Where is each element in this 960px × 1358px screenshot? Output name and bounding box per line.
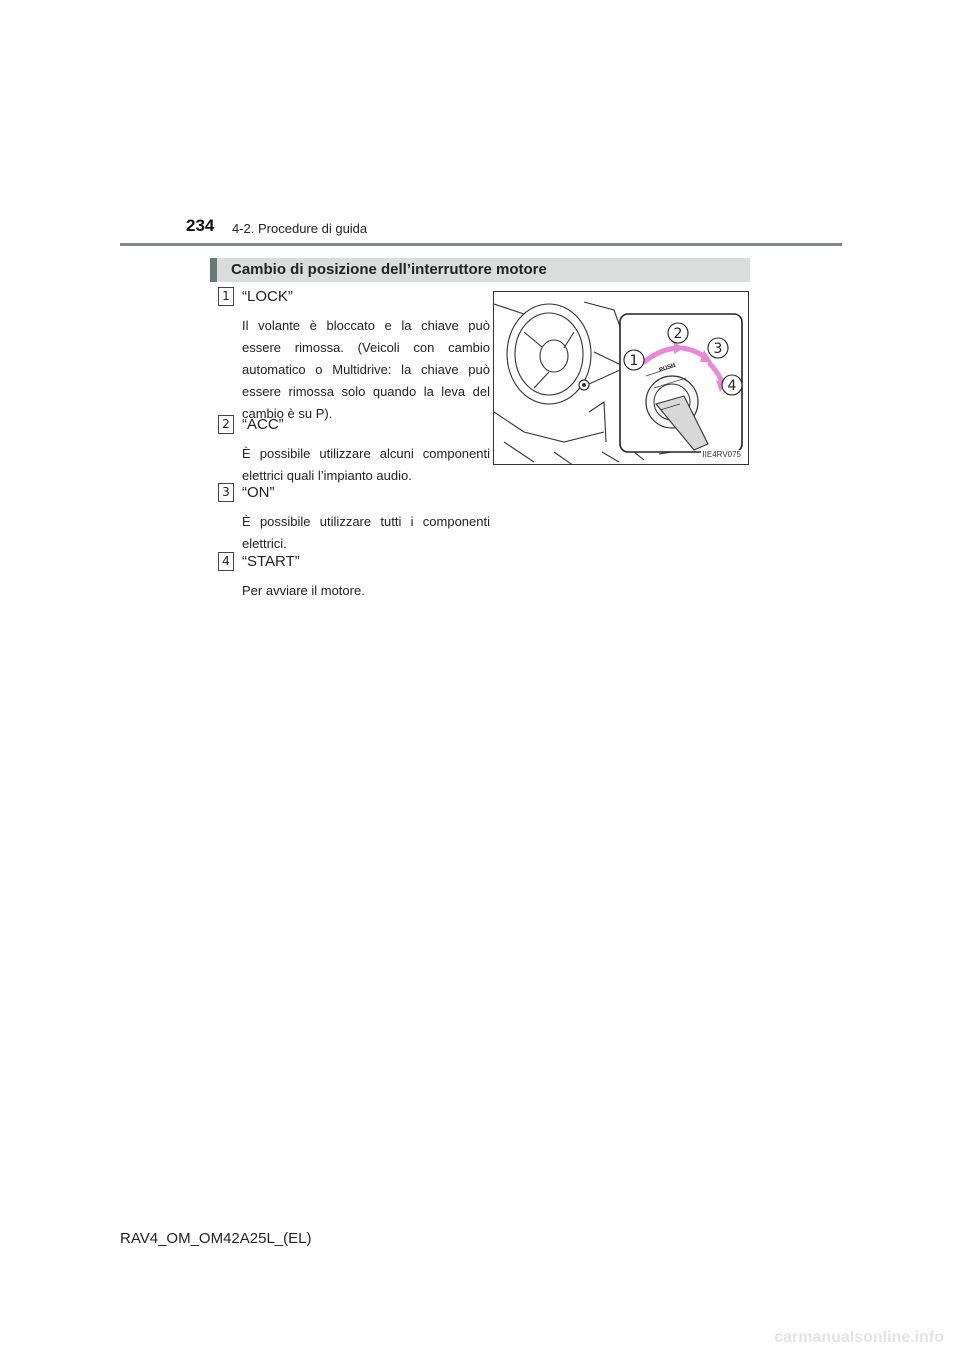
section-title-bar: [210, 258, 750, 282]
item-description: Per avviare il motore.: [242, 583, 365, 598]
item-number-badge: 4: [218, 552, 234, 571]
item-number-badge: 2: [218, 415, 234, 434]
item-label: “START”: [242, 553, 300, 570]
push-label: PUSH: [658, 362, 677, 374]
header-rule: [120, 243, 842, 246]
watermark-logo: [726, 1322, 946, 1350]
ignition-illustration: [493, 291, 749, 465]
callout-4-label: 4: [727, 378, 737, 394]
ignition-illustration-drawing: [494, 292, 749, 465]
page-number: 234: [186, 216, 215, 235]
item-label: “ACC”: [242, 416, 284, 433]
item-description: È possibile utilizzare alcuni componenti elettrici quali l’impianto audio.: [242, 446, 490, 483]
ignition-lock-small: [579, 370, 620, 390]
figure-code: IIE4RV075: [702, 450, 741, 459]
item-label: “LOCK”: [242, 288, 293, 305]
item-label: “ON”: [242, 484, 275, 501]
section-title: Cambio di posizione dell’interruttore motore: [231, 261, 547, 278]
item-description: Il volante è bloccato e la chiave può essere rimossa. (Veicoli con cambio automatico o Multidrive: la chiave può essere rimossa solo quando la leva del cambio è su P).: [242, 318, 490, 421]
callout-3-label: 3: [713, 341, 723, 357]
item-description: È possibile utilizzare tutti i componenti elettrici.: [242, 514, 490, 551]
callout-2-label: 2: [673, 326, 683, 342]
section-label: 4-2. Procedure di guida: [232, 221, 368, 236]
watermark-text: carmanualsonline.info: [774, 1329, 944, 1346]
item-number-badge: 3: [218, 483, 234, 502]
item-number-badge: 1: [218, 287, 234, 306]
callout-1-label: 1: [629, 353, 639, 369]
document-code: RAV4_OM_OM42A25L_(EL): [120, 1230, 312, 1247]
